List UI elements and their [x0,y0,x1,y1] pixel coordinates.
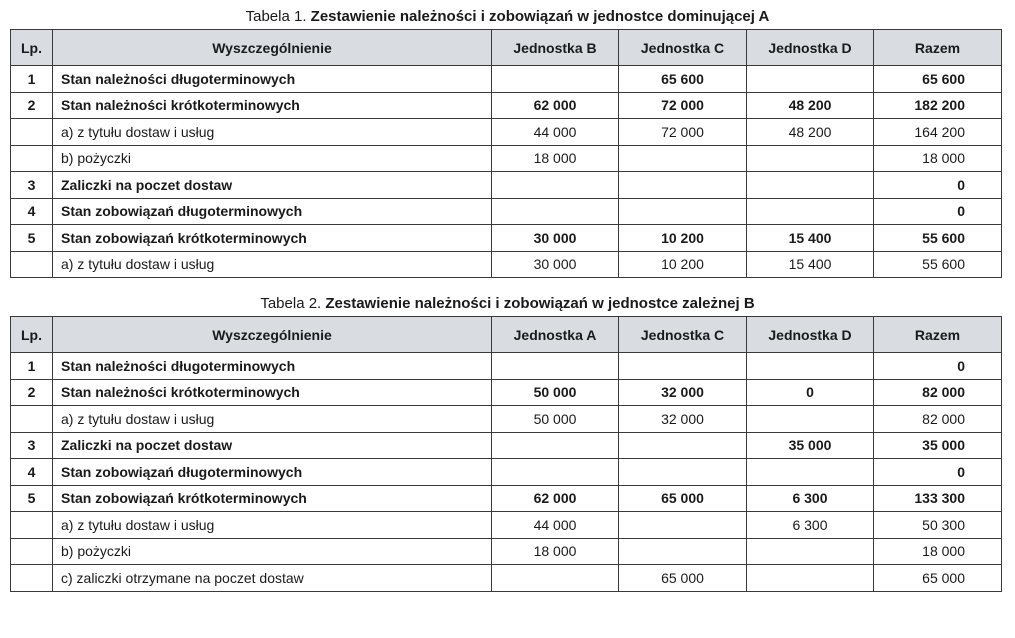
unit-1-cell: 30 000 [492,225,619,252]
table-row [11,432,1002,459]
lp-cell: 2 [11,379,53,406]
unit-1-cell: 62 000 [492,485,619,512]
table-2-caption-title: Zestawienie należności i zobowiązań w jednostce zależnej B [325,295,755,312]
table-row [11,406,1002,433]
column-header-lp: Lp. [11,30,53,66]
description-cell: Stan należności krótkoterminowych [53,379,492,406]
unit-3-cell [747,538,874,565]
lp-cell: 3 [11,432,53,459]
table-1-body [11,66,1002,278]
table-1-caption-prefix: Tabela 1. [245,8,311,25]
unit-1-cell [492,198,619,225]
lp-cell: 5 [11,225,53,252]
description-cell: Stan zobowiązań długoterminowych [53,459,492,486]
unit-3-cell [747,406,874,433]
unit-1-cell: 50 000 [492,379,619,406]
unit-2-cell: 32 000 [619,406,747,433]
total-cell: 55 600 [874,251,1002,278]
description-cell: Zaliczki na poczet dostaw [53,432,492,459]
unit-2-cell [619,538,747,565]
column-header-unit-1: Jednostka B [492,30,619,66]
table-row [11,485,1002,512]
column-header-total: Razem [874,317,1002,353]
table-1-caption [0,5,1015,29]
total-cell: 0 [874,172,1002,199]
unit-2-cell: 65 000 [619,485,747,512]
unit-2-cell: 10 200 [619,225,747,252]
table-1-caption-title: Zestawienie należności i zobowiązań w jednostce dominującej A [310,8,770,25]
unit-3-cell [747,66,874,93]
table-row [11,198,1002,225]
column-header-unit-3: Jednostka D [747,317,874,353]
column-header-lp: Lp. [11,317,53,353]
description-cell: Stan zobowiązań krótkoterminowych [53,225,492,252]
unit-3-cell [747,353,874,380]
lp-cell: 5 [11,485,53,512]
unit-3-cell [747,565,874,592]
table-2-caption [0,292,1015,316]
table-row [11,119,1002,146]
lp-cell: 1 [11,66,53,93]
table-2-caption-prefix: Tabela 2. [260,295,326,312]
unit-1-cell: 50 000 [492,406,619,433]
unit-3-cell: 48 200 [747,92,874,119]
unit-2-cell: 65 000 [619,565,747,592]
unit-2-cell: 72 000 [619,92,747,119]
description-cell: c) zaliczki otrzymane na poczet dostaw [53,565,492,592]
description-cell: Stan należności długoterminowych [53,353,492,380]
unit-3-cell: 6 300 [747,485,874,512]
total-cell: 35 000 [874,432,1002,459]
column-header-unit-2: Jednostka C [619,317,747,353]
table-row [11,459,1002,486]
column-header-unit-2: Jednostka C [619,30,747,66]
lp-cell [11,538,53,565]
unit-2-cell [619,459,747,486]
total-cell: 50 300 [874,512,1002,539]
unit-2-cell [619,353,747,380]
total-cell: 18 000 [874,538,1002,565]
description-cell: Stan należności krótkoterminowych [53,92,492,119]
lp-cell: 3 [11,172,53,199]
lp-cell: 2 [11,92,53,119]
unit-1-cell [492,459,619,486]
lp-cell [11,406,53,433]
lp-cell: 1 [11,353,53,380]
column-header-unit-1: Jednostka A [492,317,619,353]
total-cell: 65 600 [874,66,1002,93]
unit-2-cell [619,145,747,172]
table-row [11,538,1002,565]
unit-3-cell: 48 200 [747,119,874,146]
table-row [11,251,1002,278]
total-cell: 82 000 [874,379,1002,406]
description-cell: b) pożyczki [53,145,492,172]
unit-3-cell [747,172,874,199]
unit-1-cell [492,353,619,380]
table-row [11,172,1002,199]
total-cell: 182 200 [874,92,1002,119]
table-row [11,145,1002,172]
table-1 [10,29,1002,278]
unit-1-cell: 18 000 [492,145,619,172]
unit-1-cell [492,432,619,459]
unit-1-cell: 30 000 [492,251,619,278]
unit-3-cell [747,459,874,486]
unit-3-cell: 0 [747,379,874,406]
unit-3-cell: 6 300 [747,512,874,539]
description-cell: b) pożyczki [53,538,492,565]
total-cell: 55 600 [874,225,1002,252]
lp-cell [11,145,53,172]
unit-2-cell: 65 600 [619,66,747,93]
table-2 [10,316,1002,592]
description-cell: Stan należności długoterminowych [53,66,492,93]
description-cell: Zaliczki na poczet dostaw [53,172,492,199]
unit-2-cell: 32 000 [619,379,747,406]
unit-2-cell [619,198,747,225]
description-cell: a) z tytułu dostaw i usług [53,406,492,433]
total-cell: 0 [874,198,1002,225]
column-header-total: Razem [874,30,1002,66]
lp-cell [11,565,53,592]
unit-2-cell [619,172,747,199]
total-cell: 0 [874,353,1002,380]
lp-cell: 4 [11,198,53,225]
column-header-description: Wyszczególnienie [53,30,492,66]
column-header-unit-3: Jednostka D [747,30,874,66]
lp-cell: 4 [11,459,53,486]
table-2-body [11,353,1002,592]
table-row [11,225,1002,252]
table-row [11,379,1002,406]
total-cell: 164 200 [874,119,1002,146]
unit-1-cell: 62 000 [492,92,619,119]
unit-2-cell: 72 000 [619,119,747,146]
unit-3-cell: 35 000 [747,432,874,459]
unit-3-cell: 15 400 [747,251,874,278]
lp-cell [11,119,53,146]
table-1-header-row [11,30,1002,66]
unit-3-cell [747,145,874,172]
description-cell: a) z tytułu dostaw i usług [53,251,492,278]
unit-1-cell [492,565,619,592]
description-cell: Stan zobowiązań krótkoterminowych [53,485,492,512]
column-header-description: Wyszczególnienie [53,317,492,353]
unit-3-cell [747,198,874,225]
unit-3-cell: 15 400 [747,225,874,252]
unit-2-cell [619,432,747,459]
table-row [11,66,1002,93]
lp-cell [11,512,53,539]
unit-1-cell: 44 000 [492,512,619,539]
description-cell: a) z tytułu dostaw i usług [53,119,492,146]
total-cell: 65 000 [874,565,1002,592]
table-row [11,353,1002,380]
unit-2-cell: 10 200 [619,251,747,278]
description-cell: Stan zobowiązań długoterminowych [53,198,492,225]
unit-1-cell [492,172,619,199]
table-row [11,92,1002,119]
unit-1-cell: 44 000 [492,119,619,146]
total-cell: 133 300 [874,485,1002,512]
total-cell: 18 000 [874,145,1002,172]
description-cell: a) z tytułu dostaw i usług [53,512,492,539]
lp-cell [11,251,53,278]
table-row [11,565,1002,592]
unit-1-cell [492,66,619,93]
table-row [11,512,1002,539]
unit-2-cell [619,512,747,539]
table-2-header-row [11,317,1002,353]
unit-1-cell: 18 000 [492,538,619,565]
total-cell: 0 [874,459,1002,486]
total-cell: 82 000 [874,406,1002,433]
